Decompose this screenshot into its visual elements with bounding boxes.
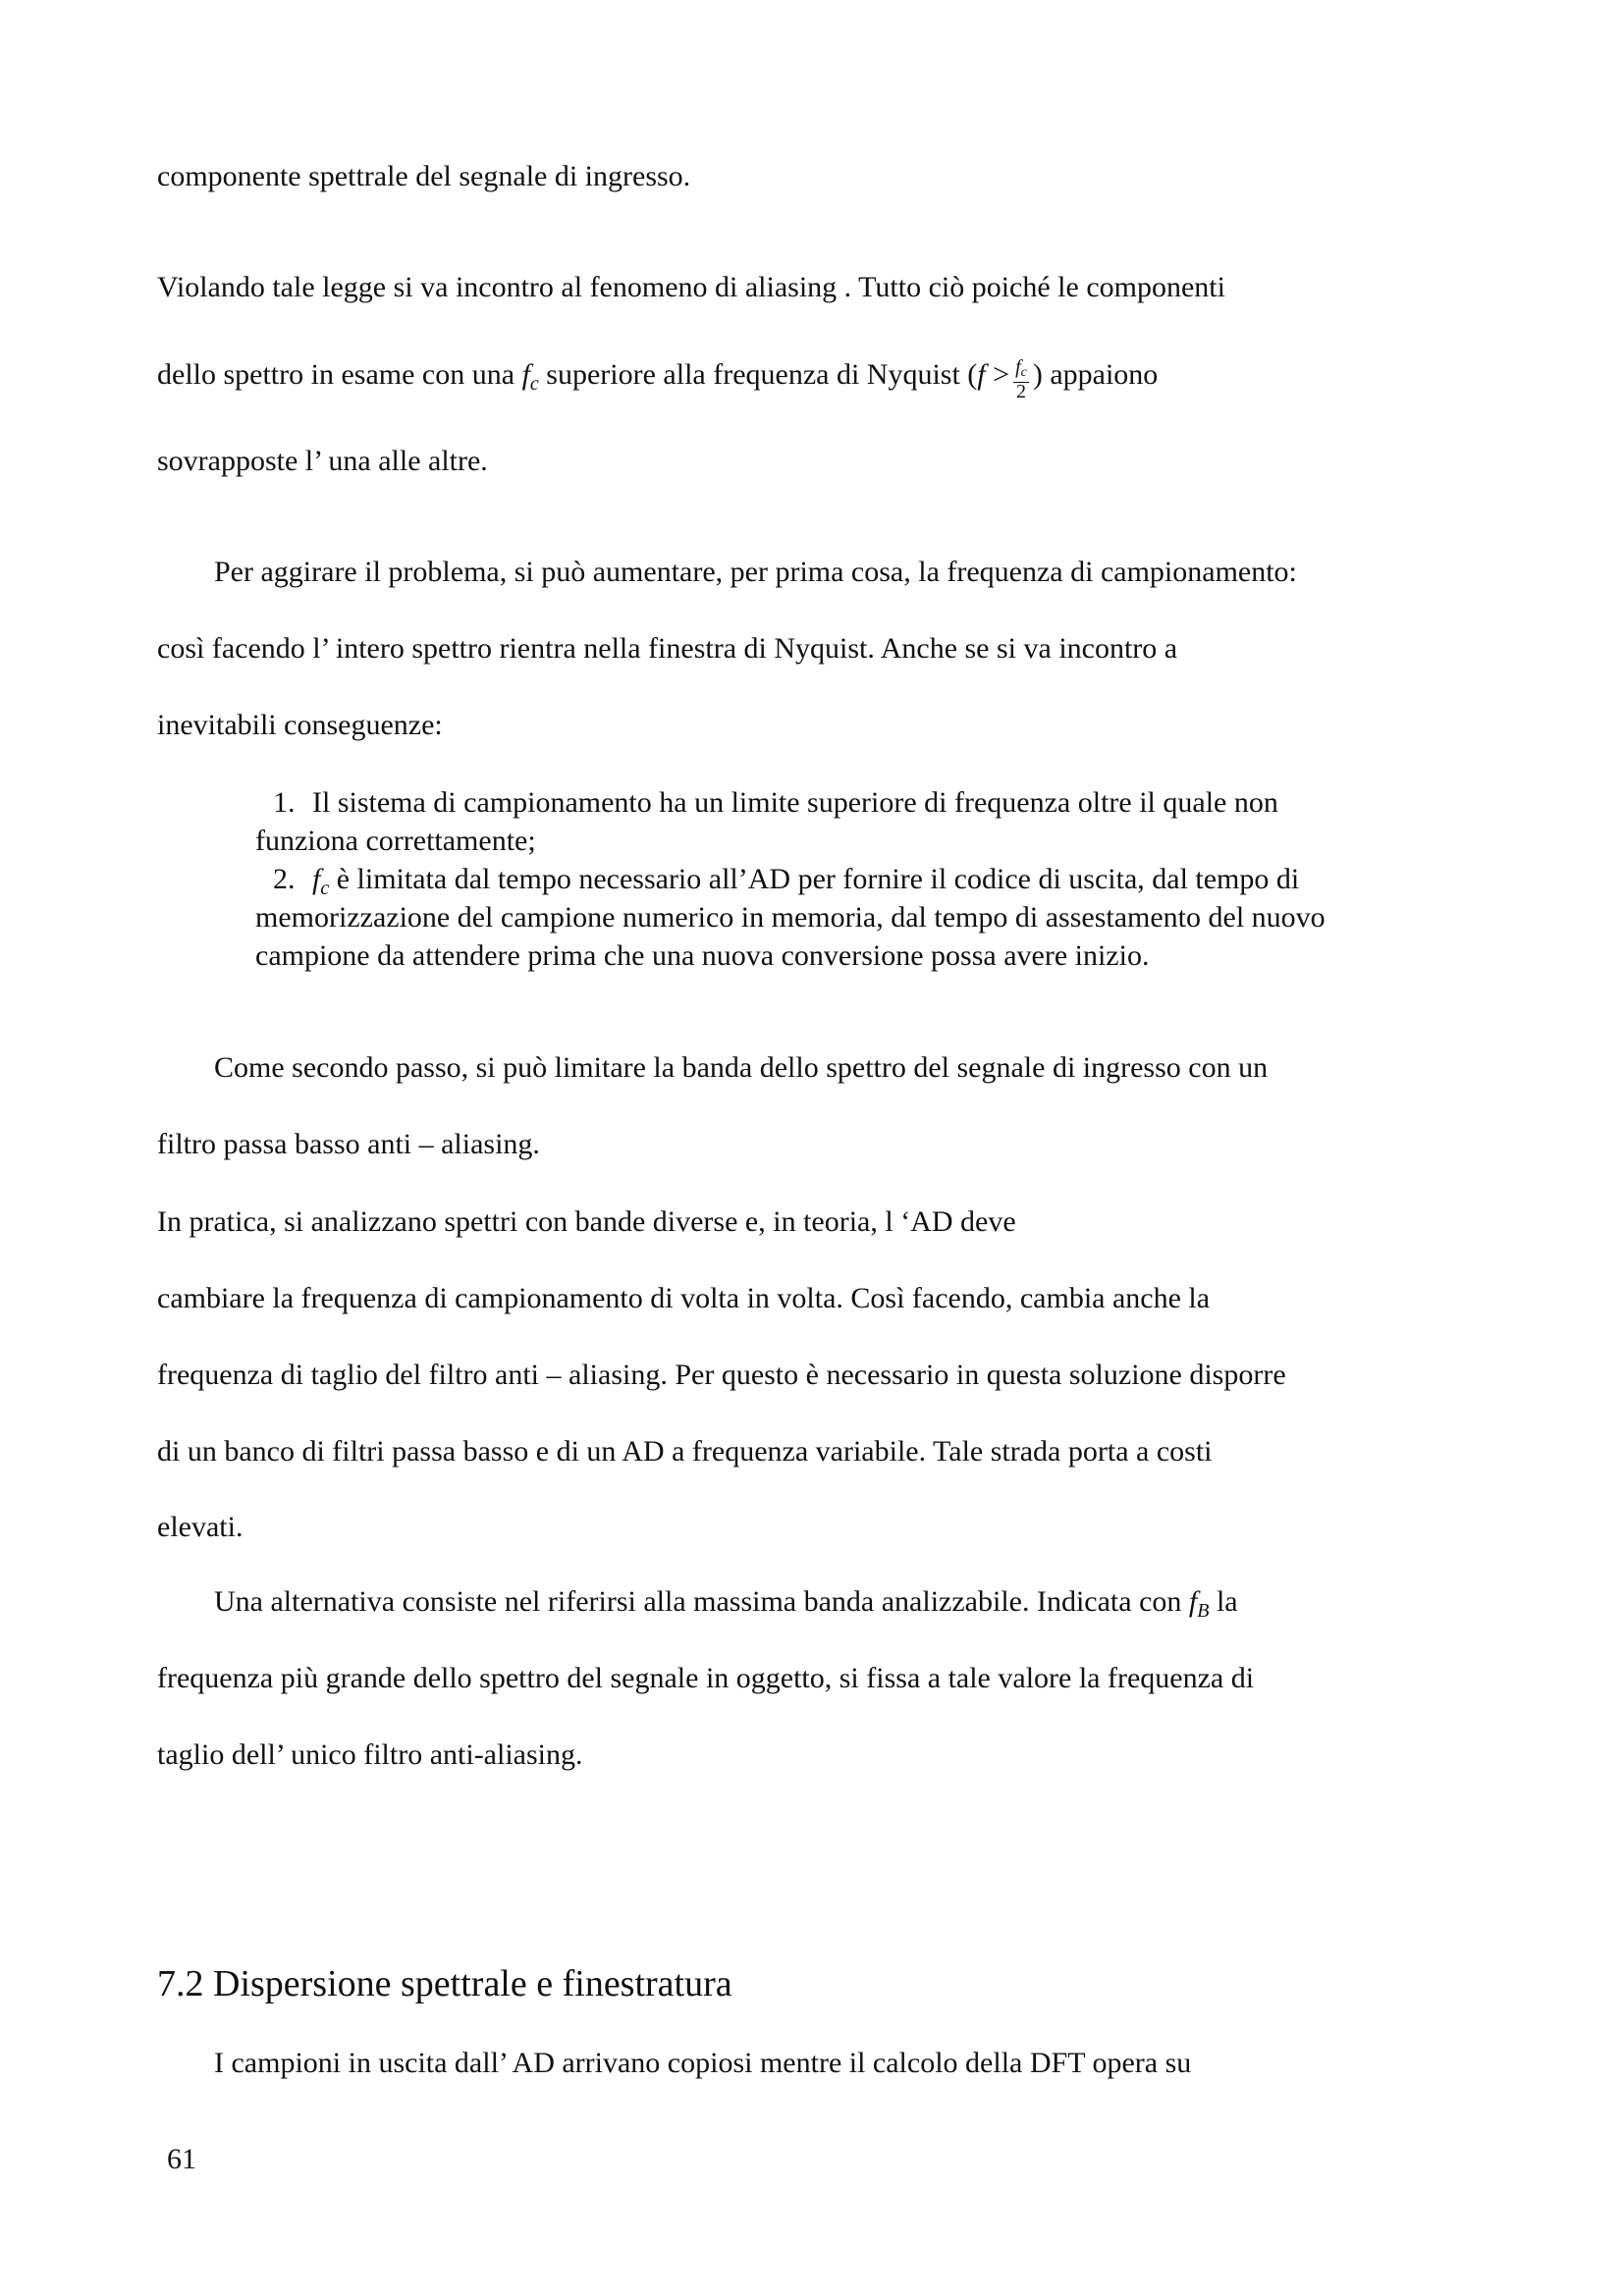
text-line: Violando tale legge si va incontro al fenomeno di aliasing . Tutto ciò poiché le componenti [157, 271, 1225, 303]
list-item-text: $f_c$ è limitata dal tempo necessario all’AD per fornire il codice di uscita, dal tempo di [312, 863, 1300, 899]
text-line: I campioni in uscita dall’ AD arrivano copiosi mentre il calcolo della DFT opera su [214, 2047, 1192, 2079]
list-item-text: campione da attendere prima che una nuova conversione possa avere inizio. [255, 939, 1150, 972]
text-line: così facendo l’ intero spettro rientra nella finestra di Nyquist. Anche se si va incontro a [157, 632, 1178, 665]
math-fraction: $\frac{fc}{2}$ [1015, 356, 1027, 402]
text-line: componente spettrale del segnale di ingresso. [157, 160, 691, 192]
text-line-with-math [157, 357, 1158, 401]
section-heading: 7.2 Dispersione spettrale e finestratura [157, 1963, 732, 2004]
text-fragment: ) appaiono [1032, 358, 1159, 391]
math-symbol-fc: $f_c$ [312, 863, 330, 899]
list-item-text: memorizzazione del campione numerico in memoria, dal tempo di assestamento del nuovo [255, 901, 1326, 934]
math-symbol-fc: $f_c$ [521, 358, 539, 395]
text-line: filtro passa basso anti – aliasing. [157, 1128, 540, 1160]
text-line: inevitabili conseguenze: [157, 709, 443, 741]
text-line: sovrapposte l’ una alle altre. [157, 445, 488, 477]
text-line: In pratica, si analizzano spettri con bande diverse e, in teoria, l ‘AD deve [157, 1205, 1016, 1238]
text-fragment: la [1216, 1585, 1238, 1618]
text-line-with-math [214, 1584, 1238, 1629]
list-item-text: Il sistema di campionamento ha un limite superiore di frequenza oltre il quale non [312, 786, 1278, 819]
text-line: cambiare la frequenza di campionamento di volta in volta. Così facendo, cambia anche la [157, 1282, 1211, 1314]
text-line: taglio dell’ unico filtro anti-aliasing. [157, 1738, 583, 1771]
text-line: elevati. [157, 1511, 244, 1543]
text-line: frequenza di taglio del filtro anti – aliasing. Per questo è necessario in questa soluzione disporre [157, 1359, 1286, 1391]
text-fragment: superiore alla frequenza di Nyquist ( [546, 358, 978, 391]
math-operator-gt: > [993, 358, 1010, 391]
math-symbol-fb: $f_B$ [1188, 1585, 1210, 1622]
list-item-text: funziona correttamente; [255, 825, 536, 857]
list-number: 1. [273, 786, 296, 819]
text-line: di un banco di filtri passa basso e di un AD a frequenza variabile. Tale strada porta a costi [157, 1435, 1213, 1468]
text-line: Per aggirare il problema, si può aumentare, per prima cosa, la frequenza di campionamento: [214, 556, 1297, 588]
math-symbol-f: f [977, 358, 986, 391]
text-fragment: Una alternativa consiste nel riferirsi alla massima banda analizzabile. Indicata con [214, 1585, 1182, 1618]
list-number: 2. [273, 863, 296, 895]
text-line: frequenza più grande dello spettro del segnale in oggetto, si fissa a tale valore la frequenza di [157, 1662, 1255, 1694]
text-fragment: dello spettro in esame con una [157, 358, 515, 391]
text-line: Come secondo passo, si può limitare la banda dello spettro del segnale di ingresso con un [214, 1051, 1269, 1084]
page-number: 61 [167, 2143, 196, 2175]
